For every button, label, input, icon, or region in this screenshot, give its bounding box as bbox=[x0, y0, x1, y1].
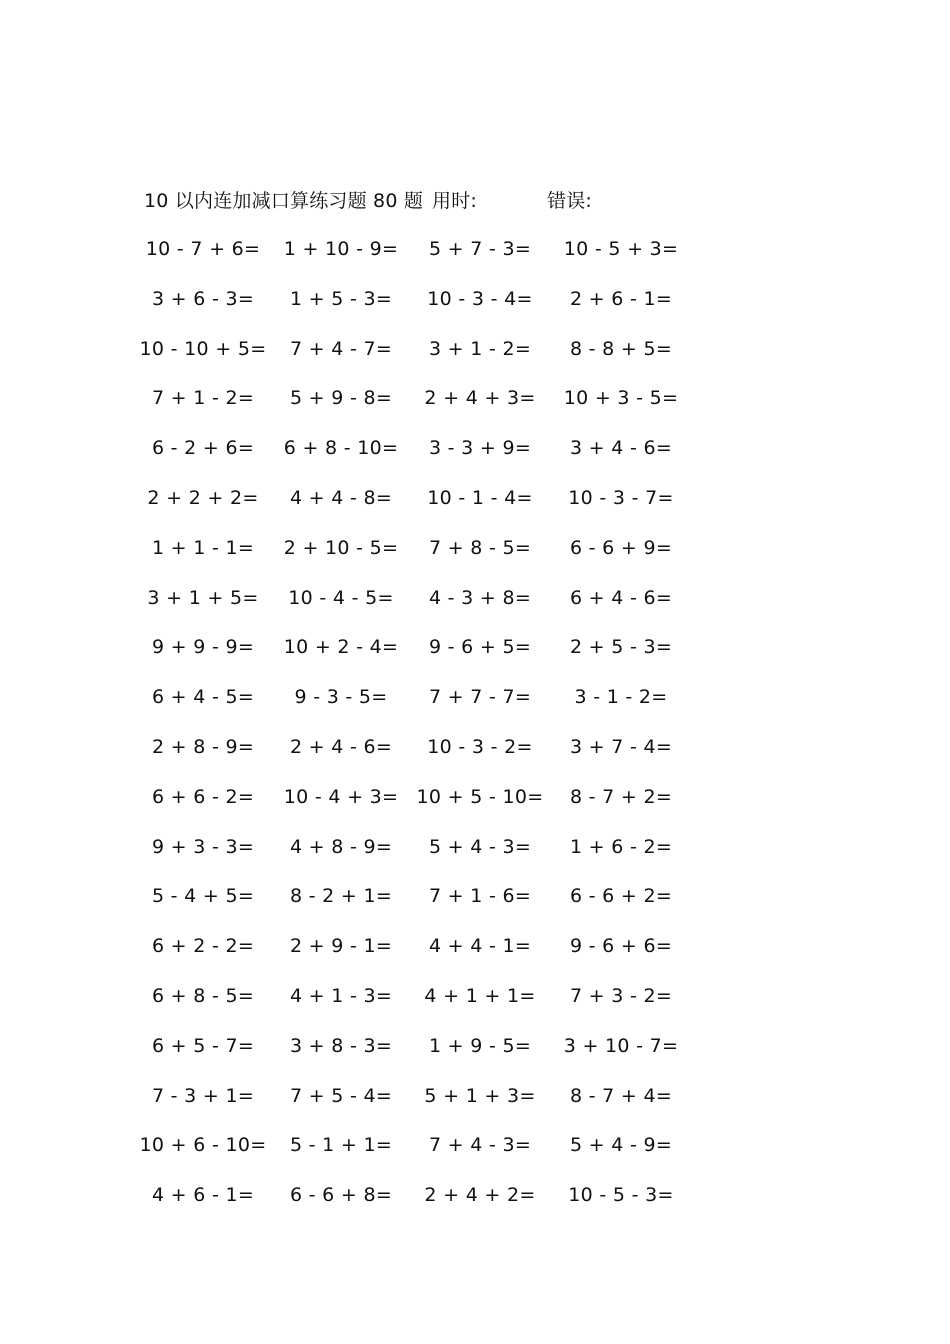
problem-row bbox=[0, 980, 950, 1030]
arithmetic-problem: 7 + 7 - 7= bbox=[428, 686, 532, 709]
arithmetic-problem: 10 - 5 - 3= bbox=[568, 1184, 674, 1207]
arithmetic-problem: 7 + 4 - 3= bbox=[428, 1134, 532, 1157]
problem-row bbox=[0, 781, 950, 831]
arithmetic-problem: 10 - 3 - 4= bbox=[427, 287, 533, 310]
arithmetic-problem: 10 - 3 - 7= bbox=[568, 486, 674, 509]
arithmetic-problem: 2 + 8 - 9= bbox=[151, 735, 255, 758]
arithmetic-problem: 3 - 3 + 9= bbox=[428, 437, 532, 460]
arithmetic-problem: 1 + 1 - 1= bbox=[151, 536, 255, 559]
arithmetic-problem: 8 - 2 + 1= bbox=[289, 885, 393, 908]
arithmetic-problem: 6 + 4 - 5= bbox=[151, 686, 255, 709]
problem-row bbox=[0, 432, 950, 482]
arithmetic-problem: 4 + 6 - 1= bbox=[151, 1184, 255, 1207]
problem-row bbox=[0, 582, 950, 632]
arithmetic-problem: 2 + 5 - 3= bbox=[569, 636, 673, 659]
arithmetic-problem: 5 + 4 - 3= bbox=[428, 835, 532, 858]
arithmetic-problem: 4 + 1 - 3= bbox=[289, 984, 393, 1007]
problem-row bbox=[0, 831, 950, 881]
arithmetic-problem: 4 - 3 + 8= bbox=[428, 586, 532, 609]
arithmetic-problem: 10 - 10 + 5= bbox=[139, 337, 267, 360]
arithmetic-problem: 6 - 6 + 8= bbox=[289, 1184, 393, 1207]
arithmetic-problem: 6 + 5 - 7= bbox=[151, 1034, 255, 1057]
arithmetic-problem: 7 + 1 - 6= bbox=[428, 885, 532, 908]
problem-row bbox=[0, 1080, 950, 1130]
problem-row bbox=[0, 233, 950, 283]
arithmetic-problem: 5 + 9 - 8= bbox=[289, 387, 393, 410]
arithmetic-problem: 7 + 4 - 7= bbox=[289, 337, 393, 360]
arithmetic-problem: 3 + 4 - 6= bbox=[569, 437, 673, 460]
problem-row bbox=[0, 930, 950, 980]
problem-row bbox=[0, 532, 950, 582]
arithmetic-problem: 10 - 7 + 6= bbox=[145, 238, 261, 260]
arithmetic-problem: 5 + 1 + 3= bbox=[424, 1084, 536, 1107]
arithmetic-problem: 1 + 9 - 5= bbox=[428, 1034, 532, 1057]
arithmetic-problem: 2 + 2 + 2= bbox=[147, 486, 259, 509]
arithmetic-problem: 4 + 8 - 9= bbox=[289, 835, 393, 858]
arithmetic-problem: 8 - 7 + 4= bbox=[569, 1084, 673, 1107]
problem-row bbox=[0, 1179, 950, 1229]
arithmetic-problem: 2 + 4 + 3= bbox=[424, 387, 536, 410]
arithmetic-problem: 5 - 4 + 5= bbox=[151, 885, 255, 908]
arithmetic-problem: 7 - 3 + 1= bbox=[151, 1084, 255, 1107]
arithmetic-problem: 6 + 8 - 10= bbox=[283, 437, 399, 460]
problem-row bbox=[0, 1129, 950, 1179]
arithmetic-problem: 1 + 6 - 2= bbox=[569, 835, 673, 858]
arithmetic-problem: 9 + 9 - 9= bbox=[151, 636, 255, 659]
arithmetic-problem: 2 + 4 + 2= bbox=[424, 1184, 536, 1207]
arithmetic-problem: 9 + 3 - 3= bbox=[151, 835, 255, 858]
arithmetic-problem: 7 + 1 - 2= bbox=[151, 387, 255, 410]
arithmetic-problem: 5 + 7 - 3= bbox=[428, 238, 532, 260]
arithmetic-problem: 8 - 7 + 2= bbox=[569, 785, 673, 808]
problem-row bbox=[0, 382, 950, 432]
arithmetic-problem: 5 - 1 + 1= bbox=[289, 1134, 393, 1157]
problem-row bbox=[0, 1030, 950, 1080]
worksheet-header bbox=[0, 186, 950, 214]
arithmetic-problem: 4 + 1 + 1= bbox=[424, 984, 536, 1007]
arithmetic-problem: 3 + 6 - 3= bbox=[151, 287, 255, 310]
arithmetic-problem: 6 - 6 + 9= bbox=[569, 536, 673, 559]
arithmetic-problem: 10 - 4 + 3= bbox=[283, 785, 399, 808]
problem-grid bbox=[0, 233, 950, 1229]
arithmetic-problem: 9 - 3 - 5= bbox=[294, 686, 388, 709]
arithmetic-problem: 1 + 10 - 9= bbox=[283, 238, 399, 260]
arithmetic-problem: 10 - 4 - 5= bbox=[288, 586, 394, 609]
arithmetic-problem: 2 + 10 - 5= bbox=[283, 536, 399, 559]
problem-row bbox=[0, 333, 950, 383]
arithmetic-problem: 6 - 6 + 2= bbox=[569, 885, 673, 908]
arithmetic-problem: 9 - 6 + 6= bbox=[569, 935, 673, 958]
problem-row bbox=[0, 631, 950, 681]
arithmetic-problem: 10 + 6 - 10= bbox=[139, 1134, 267, 1157]
problem-row bbox=[0, 482, 950, 532]
arithmetic-problem: 7 + 3 - 2= bbox=[569, 984, 673, 1007]
arithmetic-problem: 6 - 2 + 6= bbox=[151, 437, 255, 460]
arithmetic-problem: 2 + 6 - 1= bbox=[569, 287, 673, 310]
arithmetic-problem: 10 - 1 - 4= bbox=[427, 486, 533, 509]
arithmetic-problem: 3 + 1 - 2= bbox=[428, 337, 532, 360]
arithmetic-problem: 10 + 5 - 10= bbox=[416, 785, 544, 808]
arithmetic-problem: 7 + 8 - 5= bbox=[428, 536, 532, 559]
arithmetic-problem: 5 + 4 - 9= bbox=[569, 1134, 673, 1157]
problem-row bbox=[0, 731, 950, 781]
time-used-label: 用时: bbox=[432, 190, 478, 212]
errors-label: 错误: bbox=[547, 190, 593, 212]
arithmetic-problem: 10 + 3 - 5= bbox=[563, 387, 679, 410]
arithmetic-problem: 3 - 1 - 2= bbox=[574, 686, 668, 709]
arithmetic-problem: 2 + 4 - 6= bbox=[289, 735, 393, 758]
problem-row bbox=[0, 880, 950, 930]
arithmetic-problem: 10 + 2 - 4= bbox=[283, 636, 399, 659]
arithmetic-problem: 2 + 9 - 1= bbox=[289, 935, 393, 958]
arithmetic-problem: 6 + 2 - 2= bbox=[151, 935, 255, 958]
arithmetic-problem: 7 + 5 - 4= bbox=[289, 1084, 393, 1107]
problem-row bbox=[0, 283, 950, 333]
arithmetic-problem: 6 + 8 - 5= bbox=[151, 984, 255, 1007]
arithmetic-problem: 3 + 7 - 4= bbox=[569, 735, 673, 758]
arithmetic-problem: 3 + 1 + 5= bbox=[147, 586, 259, 609]
arithmetic-problem: 6 + 6 - 2= bbox=[151, 785, 255, 808]
arithmetic-problem: 6 + 4 - 6= bbox=[569, 586, 673, 609]
arithmetic-problem: 3 + 8 - 3= bbox=[289, 1034, 393, 1057]
arithmetic-problem: 4 + 4 - 1= bbox=[428, 935, 532, 958]
arithmetic-problem: 1 + 5 - 3= bbox=[289, 287, 393, 310]
worksheet-title: 10 以内连加减口算练习题 80 题 bbox=[144, 190, 424, 212]
arithmetic-problem: 3 + 10 - 7= bbox=[563, 1034, 679, 1057]
arithmetic-problem: 10 - 5 + 3= bbox=[563, 238, 679, 260]
problem-row bbox=[0, 681, 950, 731]
arithmetic-problem: 4 + 4 - 8= bbox=[289, 486, 393, 509]
arithmetic-problem: 10 - 3 - 2= bbox=[427, 735, 533, 758]
arithmetic-problem: 8 - 8 + 5= bbox=[569, 337, 673, 360]
arithmetic-problem: 9 - 6 + 5= bbox=[428, 636, 532, 659]
